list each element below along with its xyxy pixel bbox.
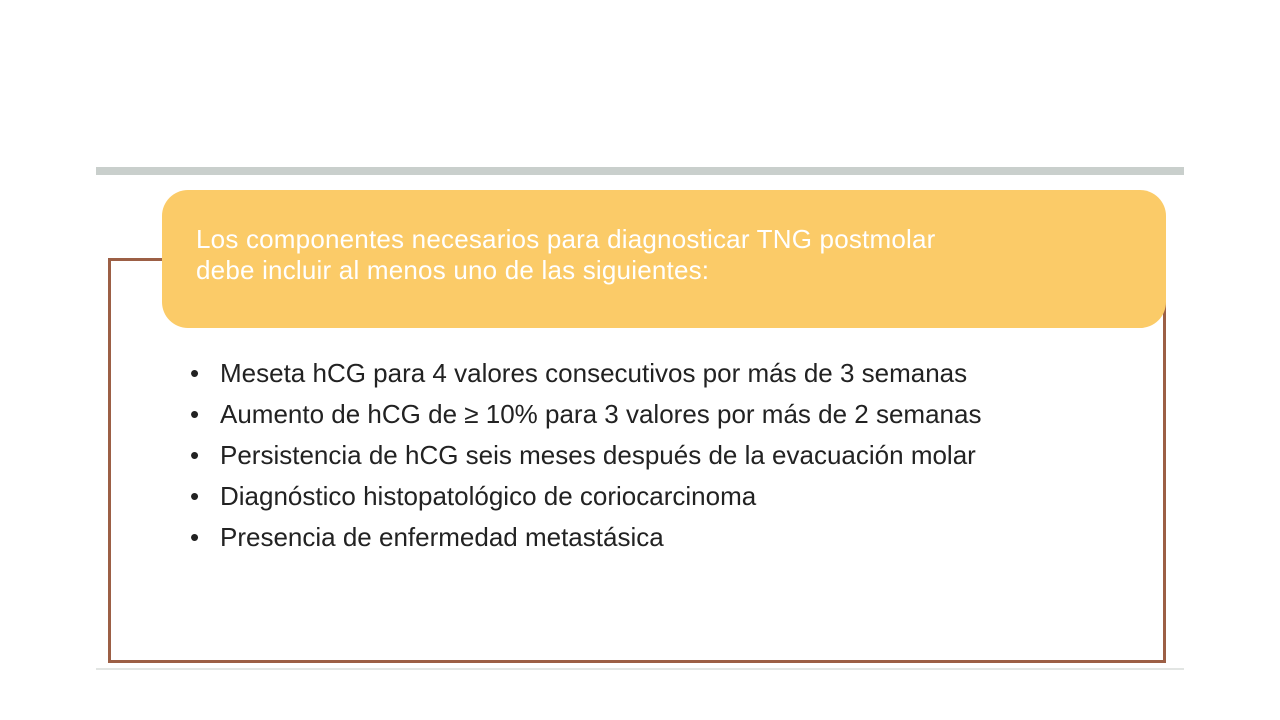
list-item [190, 399, 1070, 430]
criteria-text: Persistencia de hCG seis meses después de la evacuación molar [220, 440, 976, 470]
list-item [190, 440, 1070, 471]
header-box [162, 190, 1166, 328]
criteria-text: Presencia de enfermedad metastásica [220, 522, 664, 552]
list-item [190, 358, 1070, 389]
list-item [190, 481, 1070, 512]
list-item [190, 522, 1070, 553]
criteria-text: Meseta hCG para 4 valores consecutivos por más de 3 semanas [220, 358, 968, 388]
bullet-icon: • [190, 522, 200, 552]
header-line-1: Los componentes necesarios para diagnosticar TNG postmolar [196, 224, 936, 254]
criteria-list [190, 358, 1070, 563]
top-divider [96, 167, 1184, 175]
bullet-icon: • [190, 440, 200, 470]
bullet-icon: • [190, 481, 200, 511]
header-text [196, 224, 1132, 286]
bullet-icon: • [190, 399, 200, 429]
criteria-text: Aumento de hCG de ≥ 10% para 3 valores por más de 2 semanas [220, 399, 982, 429]
header-line-2: debe incluir al menos uno de las siguientes: [196, 255, 710, 285]
bullet-icon: • [190, 358, 200, 388]
criteria-text: Diagnóstico histopatológico de coriocarcinoma [220, 481, 757, 511]
bottom-divider [96, 668, 1184, 670]
